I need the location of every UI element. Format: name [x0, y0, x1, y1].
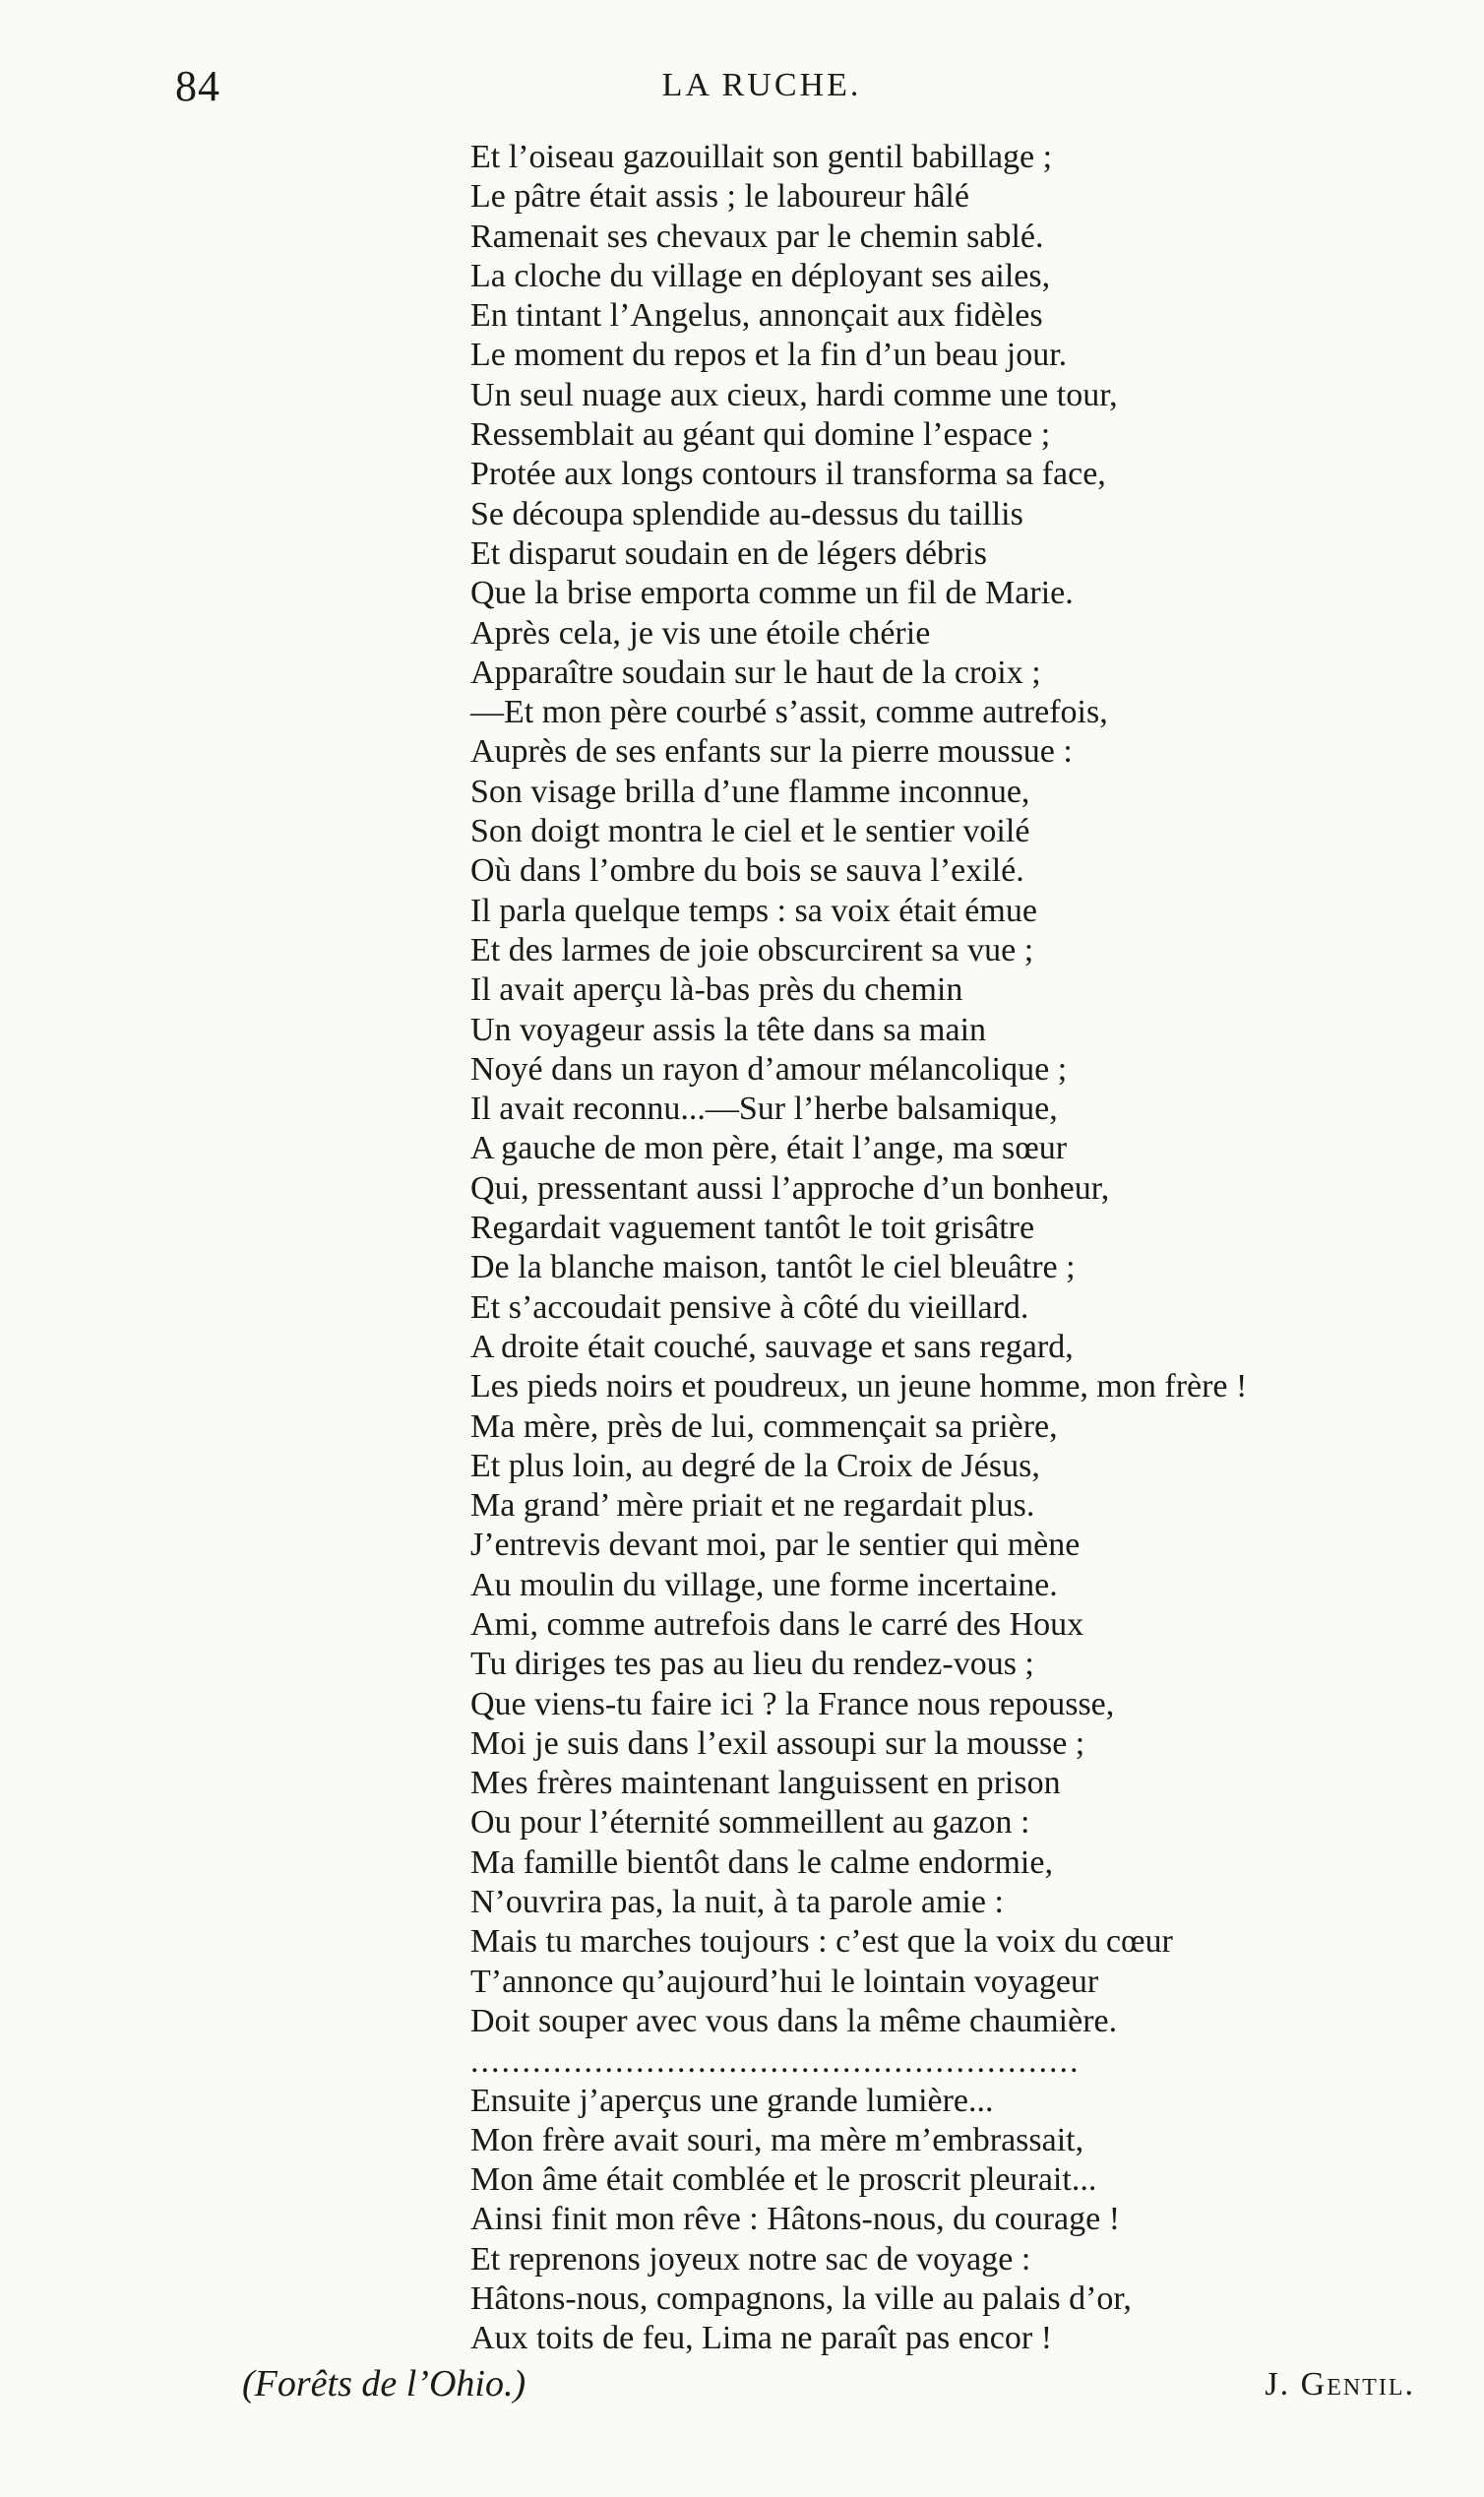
poem-line: Ramenait ses chevaux par le chemin sablé. [470, 218, 1044, 255]
poem-line: Auprès de ses enfants sur la pierre moussue : [470, 733, 1073, 771]
poem-line: Mon frère avait souri, ma mère m’embrassait, [470, 2121, 1084, 2158]
poem-line: Ami, comme autrefois dans le carré des Houx [470, 1605, 1084, 1643]
poem-line: Le pâtre était assis ; le laboureur hâlé [470, 178, 969, 216]
poem [470, 138, 1454, 2359]
poem-line: Le moment du repos et la fin d’un beau jour. [470, 337, 1068, 374]
poem-line: Ma mère, près de lui, commençait sa prière, [470, 1407, 1058, 1445]
poem-line: Et reprenons joyeux notre sac de voyage : [470, 2240, 1031, 2278]
poem-line: J’entrevis devant moi, par le sentier qui mène [470, 1527, 1081, 1564]
poem-line: Son visage brilla d’une flamme inconnue, [470, 773, 1030, 810]
poem-line: Après cela, je vis une étoile chérie [470, 614, 931, 652]
dotted-separator: ........................................................... [470, 2043, 1081, 2081]
poem-line: Il parla quelque temps : sa voix était émue [470, 892, 1037, 929]
poem-line: —Et mon père courbé s’assit, comme autrefois, [470, 694, 1108, 731]
poem-line: La cloche du village en déployant ses ailes, [470, 257, 1051, 294]
poem-line: Ou pour l’éternité sommeillent au gazon : [470, 1804, 1030, 1842]
poem-line: Hâtons-nous, compagnons, la ville au palais d’or, [470, 2280, 1132, 2318]
poem-line: Ressemblait au géant qui domine l’espace ; [470, 416, 1051, 454]
poem-line: Apparaître soudain sur le haut de la croix ; [470, 654, 1041, 691]
poem-author [1265, 2366, 1415, 2403]
poem-line: N’ouvrira pas, la nuit, à ta parole amie : [470, 1884, 1004, 1921]
poem-line: Et des larmes de joie obscurcirent sa vue ; [470, 931, 1034, 968]
poem-line: Mon âme était comblée et le proscrit pleurait... [470, 2161, 1097, 2199]
poem-line: Qui, pressentant aussi l’approche d’un bonheur, [470, 1169, 1110, 1207]
poem-line: De la blanche maison, tantôt le ciel bleuâtre ; [470, 1249, 1076, 1286]
poem-line: Tu diriges tes pas au lieu du rendez-vous ; [470, 1646, 1034, 1683]
poem-line: Où dans l’ombre du bois se sauva l’exilé. [470, 852, 1024, 890]
poem-line: Aux toits de feu, Lima ne paraît pas encor ! [470, 2320, 1053, 2357]
poem-line: Et l’oiseau gazouillait son gentil babillage ; [470, 139, 1053, 175]
poem-line: Mes frères maintenant languissent en prison [470, 1765, 1061, 1802]
poem-line: T’annonce qu’aujourd’hui le lointain voyageur [470, 1963, 1099, 2000]
author-name: Gentil. [1300, 2366, 1415, 2403]
poem-line: Il avait aperçu là-bas près du chemin [470, 971, 963, 1009]
poem-line: Noyé dans un rayon d’amour mélancolique ; [470, 1050, 1068, 1088]
poem-line: A droite était couché, sauvage et sans regard, [470, 1328, 1074, 1365]
poem-line: Que la brise emporta comme un fil de Marie. [470, 575, 1074, 612]
poem-line: Et s’accoudait pensive à côté du vieillard. [470, 1288, 1029, 1326]
poem-line: Les pieds noirs et poudreux, un jeune homme, mon frère ! [470, 1368, 1248, 1405]
poem-line: Protée aux longs contours il transforma sa face, [470, 456, 1106, 493]
poem-line: Doit souper avec vous dans la même chaumière. [470, 2002, 1118, 2039]
poem-line: Ensuite j’aperçus une grande lumière... [470, 2082, 994, 2119]
poem-line: Il avait reconnu...—Sur l’herbe balsamique, [470, 1091, 1058, 1128]
poem-line: Moi je suis dans l’exil assoupi sur la mousse ; [470, 1724, 1085, 1762]
poem-line: Et plus loin, au degré de la Croix de Jésus, [470, 1447, 1040, 1484]
poem-line: Un voyageur assis la tête dans sa main [470, 1011, 987, 1048]
poem-line: Son doigt montra le ciel et le sentier voilé [470, 813, 1030, 850]
page-number: 84 [175, 62, 220, 110]
poem-source: (Forêts de l’Ohio.) [242, 2363, 526, 2404]
poem-line: En tintant l’Angelus, annonçait aux fidèles [470, 297, 1043, 335]
poem-line: A gauche de mon père, était l’ange, ma sœur [470, 1130, 1068, 1167]
poem-line: Et disparut soudain en de légers débris [470, 534, 987, 572]
author-initial: J. [1265, 2366, 1301, 2403]
poem-line: Se découpa splendide au-dessus du taillis [470, 495, 1023, 532]
poem-line: Au moulin du village, une forme incertaine. [470, 1566, 1058, 1603]
poem-line: Regardait vaguement tantôt le toit grisâtre [470, 1210, 1035, 1247]
poem-line: Mais tu marches toujours : c’est que la voix du cœur [470, 1923, 1173, 1961]
poem-line: Que viens-tu faire ici ? la France nous repousse, [470, 1685, 1115, 1722]
poem-line: Ainsi finit mon rêve : Hâtons-nous, du courage ! [470, 2201, 1121, 2238]
poem-line: Ma famille bientôt dans le calme endormie, [470, 1843, 1053, 1881]
running-title: LA RUCHE. [661, 67, 862, 103]
poem-line: Ma grand’ mère priait et ne regardait plus. [470, 1487, 1035, 1525]
poem-line: Un seul nuage aux cieux, hardi comme une tour, [470, 376, 1118, 413]
